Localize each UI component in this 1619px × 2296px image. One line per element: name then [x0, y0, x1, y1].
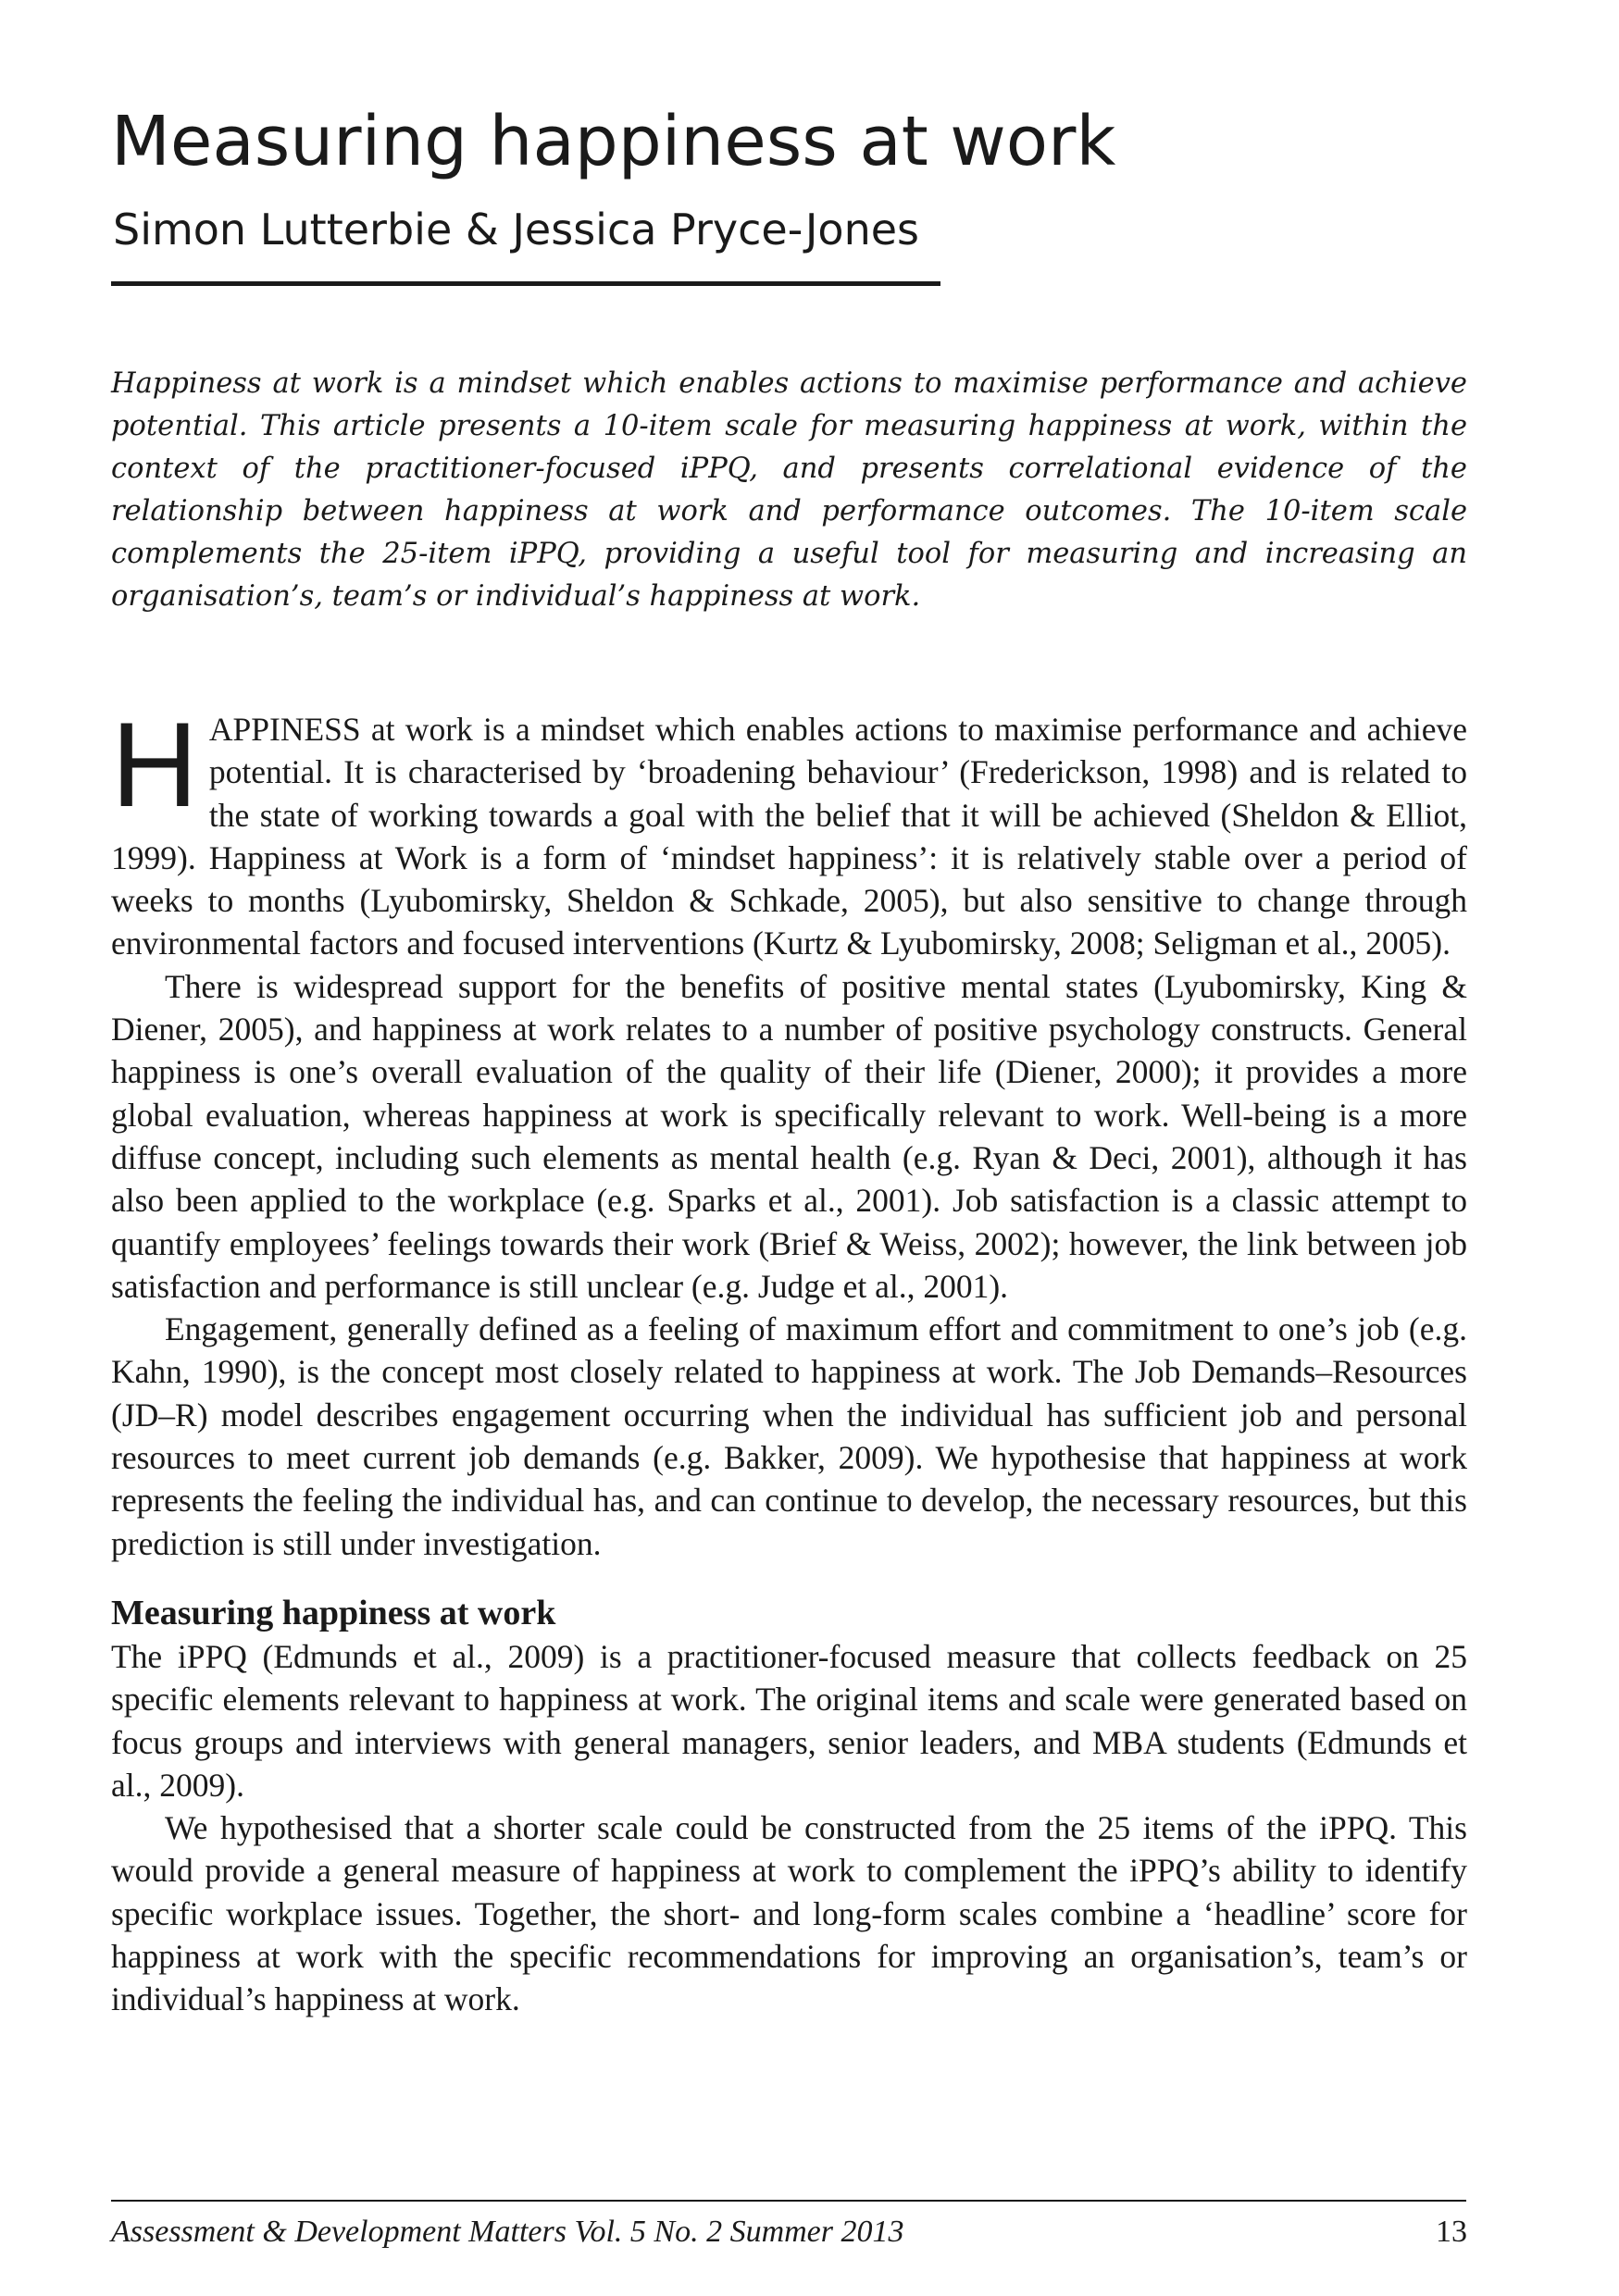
article-title: Measuring happiness at work — [111, 102, 1116, 181]
paragraph-5: We hypothesised that a shorter scale could be constructed from the 25 items of the iPPQ. This would provide a general measure of happiness at work to complement the iPPQ’s ability to identify specific workplace issues. Together, the short- and long-form scales combine a ‘headline’ score for happiness at work with the specific recommendations for improving an organisation’s, team’s or individual’s happiness at work. — [111, 1809, 1467, 2018]
title-divider — [111, 281, 940, 286]
paragraph-4: The iPPQ (Edmunds et al., 2009) is a practitioner-focused measure that collects feedback on 25 specific elements relevant to happiness at work. The original items and scale were generated based on focus groups and interviews with general managers, senior leaders, and MBA students (Edmunds et al., 2009). — [111, 1637, 1467, 1804]
paragraph-1 — [111, 697, 1467, 965]
article-authors: Simon Lutterbie & Jessica Pryce-Jones — [113, 205, 919, 254]
drop-cap: H — [111, 697, 198, 832]
paragraph-1-text: APPINESS at work is a mindset which enables actions to maximise performance and achieve potential. It is characterised by ‘broadening behaviour’ (Frederickson, 1998) and is related to the state of working towards a goal with the belief that it will be achieved (Sheldon & Elliot, 1999). Happiness at Work is a form of ‘mindset happiness’: it is relatively stable over a period of weeks to months (Lyubomirsky, Sheldon & Schkade, 2005), but also sensitive to change through environmental factors and focused interventions (Kurtz & Lyubomirsky, 2008; Seligman et al., 2005). — [111, 711, 1467, 962]
footer-divider — [111, 2200, 1466, 2202]
article-body — [111, 697, 1467, 2021]
paragraph-2: There is widespread support for the benefits of positive mental states (Lyubomirsky, King & Diener, 2005), and happiness at work relates to a number of positive psychology constructs. General happiness is one’s overall evaluation of the quality of their life (Diener, 2000); it provides a more global evaluation, whereas happiness at work is specifically relevant to work. Well-being is a more diffuse concept, including such elements as mental health (e.g. Ryan & Deci, 2001), although it has also been applied to the workplace (e.g. Sparks et al., 2001). Job satisfaction is a classic attempt to quantify employees’ feelings towards their work (Brief & Weiss, 2002); however, the link between job satisfaction and performance is still unclear (e.g. Judge et al., 2001). — [111, 967, 1467, 1305]
footer-journal-citation: Assessment & Development Matters Vol. 5 No. 2 Summer 2013 — [111, 2215, 904, 2249]
section-heading: Measuring happiness at work — [111, 1593, 556, 1632]
paragraph-3: Engagement, generally defined as a feeling of maximum effort and commitment to one’s job (e.g. Kahn, 1990), is the concept most closely related to happiness at work. The Job Demands–Resources (JD–R) model describes engagement occurring when the individual has sufficient job and personal resources to meet current job demands (e.g. Bakker, 2009). We hypothesise that happiness at work represents the feeling the individual has, and can continue to develop, the necessary resources, but this prediction is still under investigation. — [111, 1310, 1467, 1562]
abstract: Happiness at work is a mindset which enables actions to maximise performance and achieve potential. This article presents a 10-item scale for measuring happiness at work, within the context of the practitioner-focused iPPQ, and presents correlational evidence of the relationship between happiness at work and performance outcomes. The 10-item scale complements the 25-item iPPQ, providing a useful tool for measuring and increasing an organisation’s, team’s or individual’s happiness at work. — [111, 367, 1467, 613]
page-number: 13 — [1436, 2215, 1467, 2249]
